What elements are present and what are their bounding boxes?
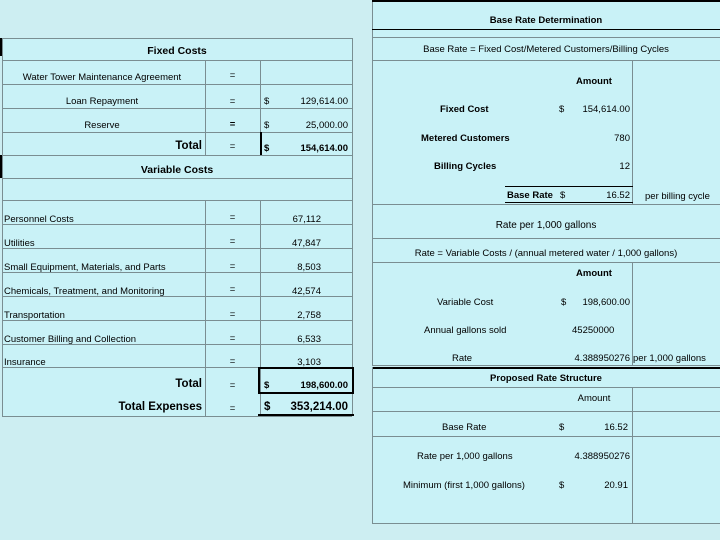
line-value: 154,614.00 (582, 104, 630, 115)
line-label: Rate per 1,000 gallons (417, 451, 513, 462)
equals-sign: = (229, 212, 236, 223)
amount-cell: 42,574 (291, 286, 321, 297)
line-label: Fixed Cost (440, 104, 489, 115)
amount-header: Amount (576, 76, 612, 87)
line-value: 198,600.00 (582, 297, 630, 308)
currency-sign: $ (561, 297, 567, 308)
currency-sign: $ (264, 96, 270, 107)
equals-sign: = (229, 356, 236, 367)
total-amount: 154,614.00 (300, 143, 348, 154)
currency-sign: $ (264, 380, 270, 391)
line-value: 780 (614, 133, 630, 144)
equals-sign: = (229, 309, 236, 320)
total-expenses-label: Total Expenses (118, 401, 202, 413)
total-expenses-amount: 353,214.00 (290, 401, 348, 413)
row-label: Small Equipment, Materials, and Parts (4, 262, 166, 273)
row-label: Transportation (4, 310, 65, 321)
currency-sign: $ (264, 143, 270, 154)
line-value: 4.388950276 (574, 451, 630, 462)
rate-per-1000-title: Rate per 1,000 gallons (495, 220, 597, 231)
equals-sign: = (229, 119, 236, 130)
amount-cell: 8,503 (297, 262, 321, 273)
amount-cell: 129,614.00 (300, 96, 348, 107)
line-label: Minimum (first 1,000 gallons) (403, 480, 525, 491)
equals-sign: = (229, 333, 236, 344)
amount-cell: 25,000.00 (305, 120, 348, 131)
line-label: Billing Cycles (434, 161, 497, 172)
line-label: Base Rate (442, 422, 487, 433)
proposed-title: Proposed Rate Structure (490, 373, 602, 384)
row-label: Personnel Costs (4, 214, 74, 225)
currency-sign: $ (559, 480, 565, 491)
total-label: Total (175, 378, 202, 390)
unit-label: per 1,000 gallons (633, 353, 706, 364)
row-label: Loan Repayment (65, 96, 139, 107)
base-rate-title: Base Rate Determination (489, 15, 603, 26)
equals-sign: = (229, 96, 236, 107)
line-label: Annual gallons sold (424, 325, 507, 336)
base-rate-formula: Base Rate = Fixed Cost/Metered Customers/Billing Cycles (423, 44, 669, 55)
equals-sign: = (229, 141, 236, 152)
line-value: 16.52 (606, 190, 630, 201)
currency-sign: $ (560, 190, 566, 201)
proposed-rate-sheet (372, 367, 720, 523)
currency-sign: $ (559, 104, 565, 115)
amount-cell: 67,112 (292, 214, 321, 225)
amount-header: Amount (577, 393, 611, 404)
row-label: Chemicals, Treatment, and Monitoring (4, 286, 165, 297)
equals-sign: = (229, 261, 236, 272)
rate-formula: Rate = Variable Costs / (annual metered water / 1,000 gallons) (414, 248, 678, 259)
equals-sign: = (229, 236, 236, 247)
amount-cell: 6,533 (297, 334, 321, 345)
amount-cell: 2,758 (297, 310, 321, 321)
equals-sign: = (229, 380, 236, 391)
row-label: Utilities (4, 238, 35, 249)
currency-sign: $ (264, 120, 270, 131)
equals-sign: = (229, 403, 236, 414)
line-value: 20.91 (604, 480, 628, 491)
total-label: Total (175, 140, 202, 152)
currency-sign: $ (264, 401, 271, 413)
base-rate-sheet (372, 0, 720, 204)
line-label: Base Rate (507, 190, 553, 201)
row-label: Water Tower Maintenance Agreement (22, 72, 182, 83)
equals-sign: = (229, 70, 236, 81)
amount-cell: 47,847 (291, 238, 321, 249)
fixed-costs-heading: Fixed Costs (147, 45, 207, 57)
line-value: 4.388950276 (574, 353, 630, 364)
equals-sign: = (229, 284, 236, 295)
line-label: Rate (452, 353, 473, 364)
line-value: 16.52 (604, 422, 628, 433)
line-label: Metered Customers (421, 133, 510, 144)
row-label: Customer Billing and Collection (4, 334, 137, 345)
currency-sign: $ (559, 422, 565, 433)
line-value: 12 (619, 161, 630, 172)
total-amount: 198,600.00 (300, 380, 348, 391)
unit-label: per billing cycle (645, 191, 710, 202)
amount-cell: 3,103 (297, 357, 321, 368)
line-label: Variable Cost (437, 297, 494, 308)
variable-costs-heading: Variable Costs (140, 164, 214, 176)
amount-header: Amount (576, 268, 612, 279)
row-label: Reserve (84, 120, 120, 131)
line-value: 45250000 (572, 325, 615, 336)
row-label: Insurance (4, 357, 46, 368)
